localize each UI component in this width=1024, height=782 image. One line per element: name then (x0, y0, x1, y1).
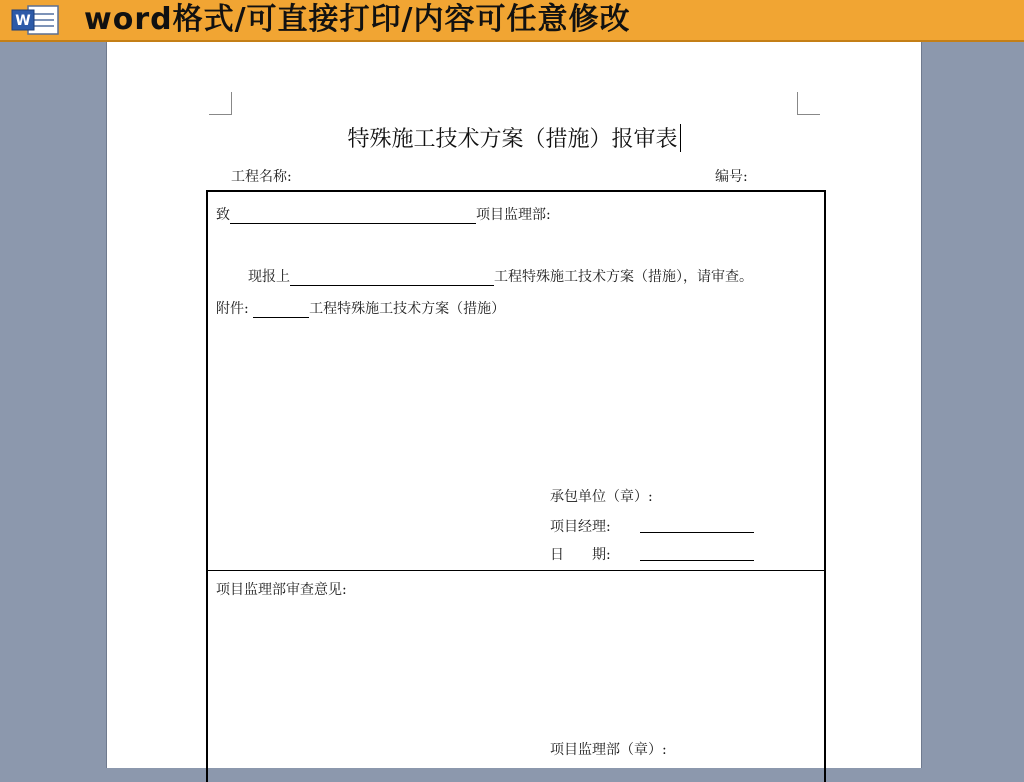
project-blank[interactable] (290, 269, 494, 286)
svg-text:W: W (15, 13, 31, 29)
attachment-prefix: 附件: (216, 301, 249, 317)
attachment-blank[interactable] (253, 301, 309, 318)
addressee-line (216, 204, 551, 224)
review-label: 项目监理部审查意见: (216, 582, 347, 598)
manager-line (550, 516, 611, 536)
manager-blank[interactable] (640, 516, 754, 533)
report-line (248, 266, 753, 286)
attachment-suffix: 工程特殊施工技术方案（措施） (309, 301, 506, 317)
date-blank[interactable] (640, 544, 754, 561)
review-section (208, 571, 824, 782)
addressee-blank[interactable] (230, 207, 476, 224)
date-line (550, 544, 611, 564)
contractor-label: 承包单位（章）: (550, 489, 653, 505)
report-prefix: 现报上 (248, 269, 290, 285)
banner-title: word格式/可直接打印/内容可任意修改 (84, 2, 631, 37)
supervision-label: 项目监理部（章）: (550, 742, 667, 758)
crop-mark-top-right (797, 92, 820, 115)
document-title: 特殊施工技术方案（措施）报审表 (347, 127, 678, 152)
to-prefix: 致 (216, 207, 230, 223)
crop-mark-top-left (209, 92, 232, 115)
manager-label: 项目经理: (550, 519, 611, 535)
form-table (206, 190, 826, 782)
project-name-label: 工程名称: (231, 169, 292, 185)
attachment-line (216, 298, 505, 318)
document-title-line[interactable] (107, 122, 921, 153)
word-document-icon (10, 4, 68, 36)
number-label: 编号: (715, 169, 748, 185)
top-banner (0, 0, 1024, 42)
document-page (106, 42, 922, 768)
date-label: 日 期: (550, 547, 611, 563)
report-suffix: 工程特殊施工技术方案（措施），请审查。 (494, 269, 753, 285)
submission-section (208, 192, 824, 571)
text-cursor (680, 124, 681, 152)
to-suffix: 项目监理部: (476, 207, 551, 223)
